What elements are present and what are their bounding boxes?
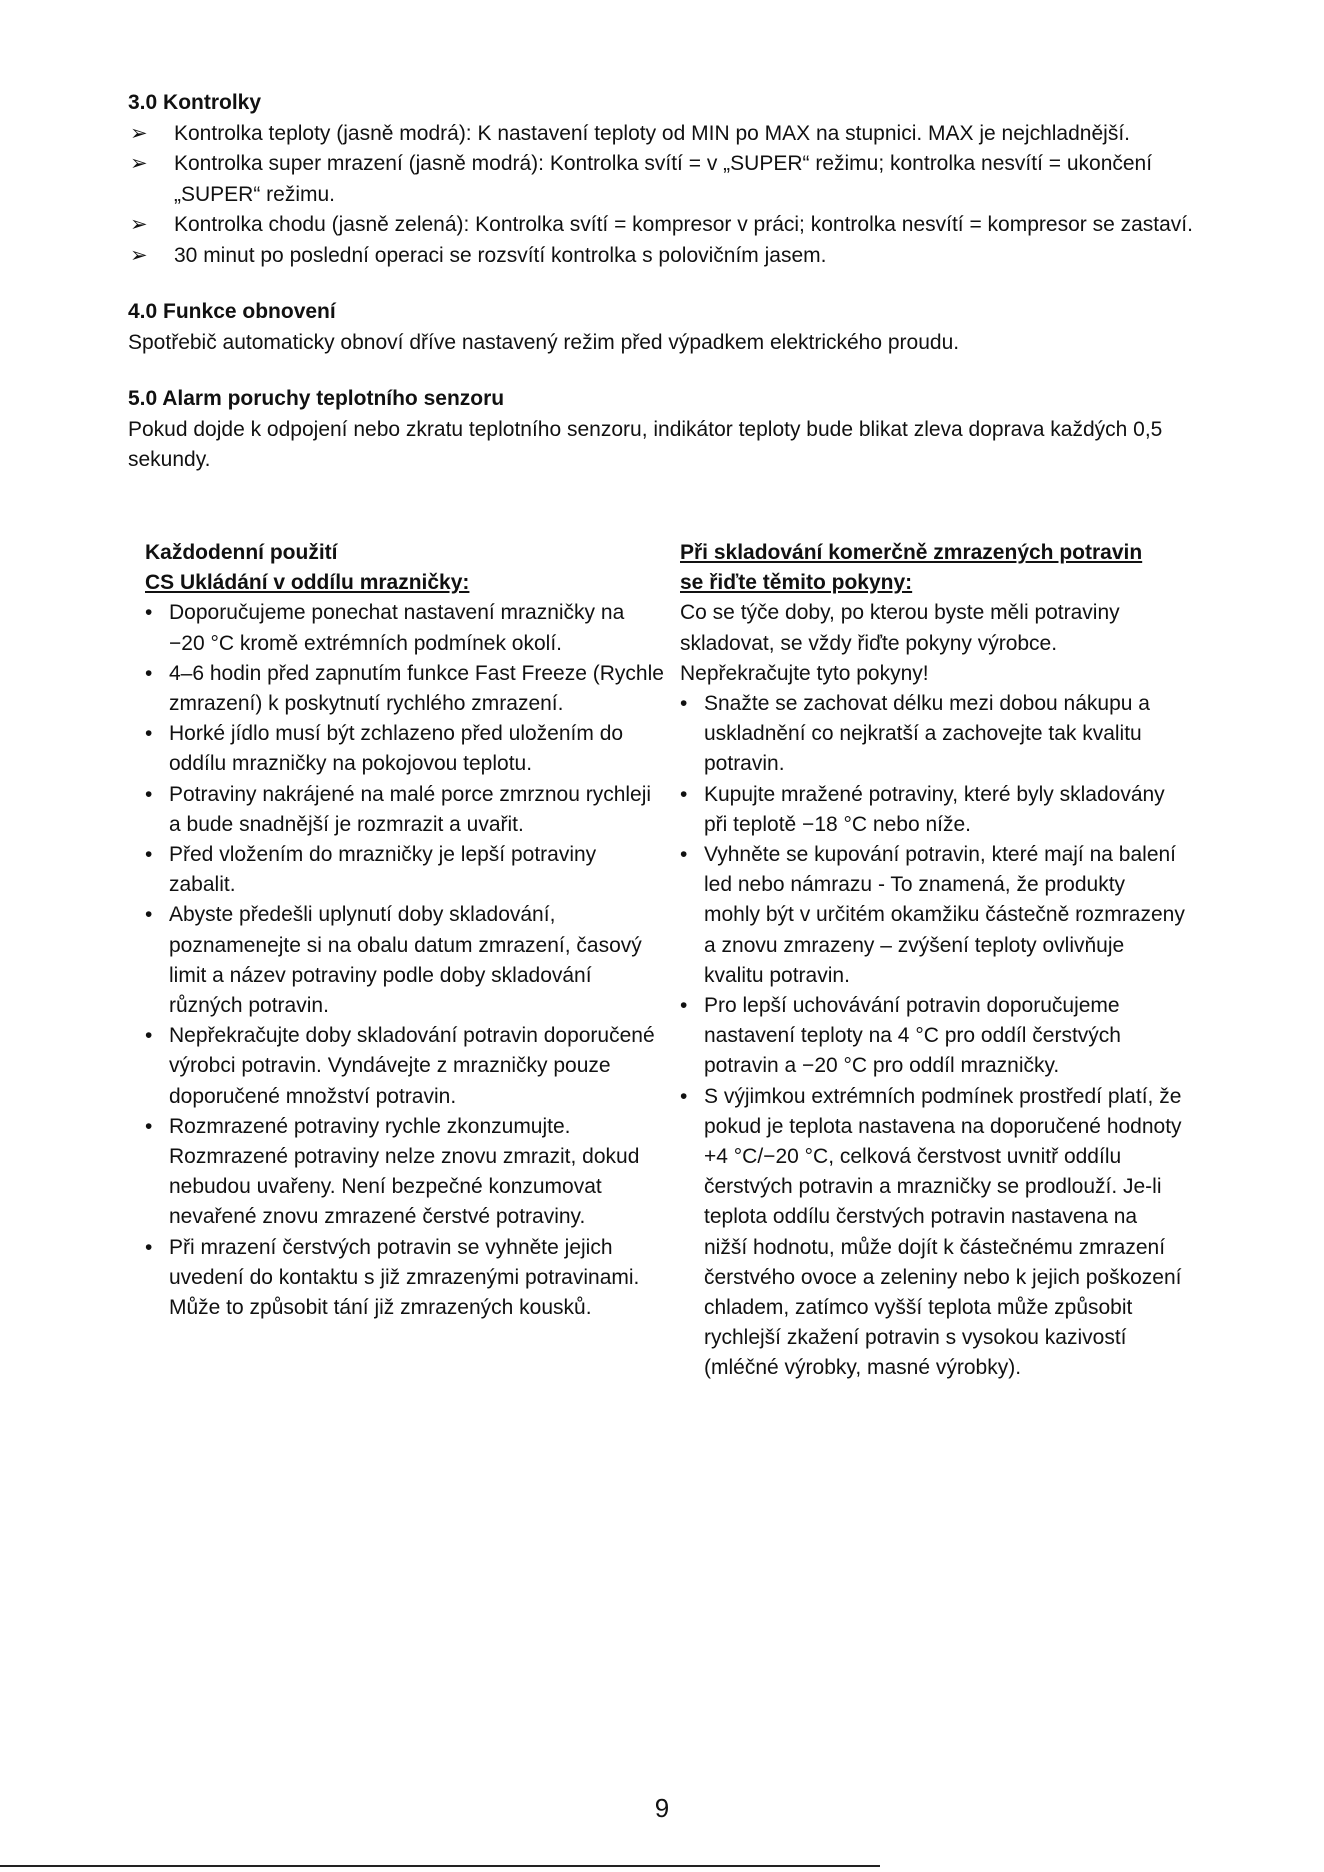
section-4-title: 4.0 Funkce obnovení [128, 300, 336, 323]
list-item-text: Snažte se zachovat délku mezi dobou nákupu a uskladnění co nejkratší a zachovejte tak kvalitu potravin. [704, 692, 1150, 776]
list-item-text: Doporučujeme ponechat nastavení mrazničky na −20 °C kromě extrémních podmínek okolí. [169, 601, 625, 655]
list-item [145, 780, 665, 840]
arrow-bullet-icon: ➢ [130, 152, 148, 175]
list-item-text: Kontrolka chodu (jasně zelená): Kontrolka svítí = kompresor v práci; kontrolka nesvítí = kompresor se zastaví. [174, 213, 1193, 236]
list-item [680, 840, 1185, 991]
list-item [145, 900, 665, 1021]
list-item-text: Abyste předešli uplynutí doby skladování, poznamenejte si na obalu datum zmrazení, časový limit a název potraviny podle doby skladování různých potravin. [169, 903, 642, 1018]
left-column [145, 538, 665, 1323]
left-column-list [145, 598, 665, 1323]
list-item-text: Kontrolka teploty (jasně modrá): K nastavení teploty od MIN po MAX na stupnici. MAX je nejchladnější. [174, 121, 1130, 145]
list-item [680, 689, 1185, 780]
top-sections [128, 88, 1198, 476]
list-item [680, 780, 1185, 840]
bullet-icon: • [145, 782, 153, 806]
page-number: 9 [654, 1793, 670, 1823]
arrow-bullet-icon: ➢ [130, 213, 148, 236]
bullet-icon: • [680, 843, 688, 867]
list-item-text: Kupujte mražené potraviny, které byly skladovány při teplotě −18 °C nebo níže. [704, 782, 1165, 836]
section-5-text: Pokud dojde k odpojení nebo zkratu teplotního senzoru, indikátor teploty bude blikat zleva doprava každých 0,5 sekundy. [128, 417, 1163, 471]
list-item-text: 30 minut po poslední operaci se rozsvítí kontrolka s polovičním jasem. [174, 243, 827, 267]
list-item [128, 119, 1198, 150]
list-item-text: Pro lepší uchovávání potravin doporučujeme nastavení teploty na 4 °C pro oddíl čerstvých potravin a −20 °C pro oddíl mrazničky. [704, 994, 1121, 1078]
right-column-list [680, 689, 1185, 1384]
list-item-text: Nepřekračujte doby skladování potravin doporučené výrobci potravin. Vyndávejte z mrazničky pouze doporučené množství potravin. [169, 1024, 655, 1108]
right-column-intro: Co se týče doby, po kterou byste měli potraviny skladovat, se vždy řiďte pokyny výrobce. Nepřekračujte tyto pokyny! [680, 601, 1120, 685]
footer-divider [0, 1865, 880, 1867]
bullet-icon: • [680, 994, 688, 1018]
bullet-icon: • [680, 782, 688, 806]
section-3-list [128, 119, 1198, 272]
arrow-bullet-icon: ➢ [130, 121, 148, 145]
list-item [128, 210, 1198, 241]
right-column-title: Při skladování komerčně zmrazených potravin [680, 541, 1143, 564]
list-item [680, 1082, 1185, 1384]
list-item [680, 991, 1185, 1082]
section-4-text: Spotřebič automaticky obnoví dříve nastavený režim před výpadkem elektrického proudu. [128, 330, 960, 354]
bullet-icon: • [145, 1235, 153, 1259]
list-item-text: Vyhněte se kupování potravin, které mají na balení led nebo námrazu - To znamená, že produkty mohly být v určitém okamžiku částečně rozmrazeny a znovu zmrazeny – zvýšení teploty ovlivňuje kvalitu potravin. [704, 843, 1185, 987]
bullet-icon: • [145, 1114, 153, 1138]
bullet-icon: • [145, 661, 153, 685]
bullet-icon: • [680, 1084, 688, 1108]
list-item-text: S výjimkou extrémních podmínek prostředí platí, že pokud je teplota nastavena na doporučené hodnoty +4 °C/−20 °C, celková čerstvost uvnitř oddílu čerstvých potravin a mrazničky se prodlouží. Je-li teplota oddílu čerstvých potravin nastavena na nižší hodnotu, může dojít k částečnému zmrazení čerstvého ovoce a zeleniny nebo k jejich poškození chladem, zatímco vyšší teplota může způsobit rychlejší zkažení potravin s vysokou kazivostí (mléčné výrobky, masné výrobky). [704, 1084, 1182, 1380]
bullet-icon: • [145, 903, 153, 927]
bullet-icon: • [145, 843, 153, 867]
list-item [145, 719, 665, 779]
list-item [145, 1233, 665, 1324]
list-item [145, 840, 665, 900]
list-item-text: Rozmrazené potraviny rychle zkonzumujte. Rozmrazené potraviny nelze znovu zmrazit, dokud nebudou uvařeny. Není bezpečné konzumovat nevařené znovu zmrazené čerstvé potraviny. [169, 1114, 640, 1229]
left-column-subtitle: CS Ukládání v oddílu mrazničky: [145, 571, 470, 595]
list-item-text: 4–6 hodin před zapnutím funkce Fast Freeze (Rychle zmrazení) k poskytnutí rychlého zmrazení. [169, 661, 664, 716]
list-item [145, 1112, 665, 1233]
right-column-title-line-2: se řiďte těmito pokyny: [680, 571, 913, 595]
bullet-icon: • [145, 1024, 153, 1048]
section-3-title: 3.0 Kontrolky [128, 91, 262, 114]
list-item [145, 659, 665, 719]
list-item-text: Před vložením do mrazničky je lepší potraviny zabalit. [169, 843, 597, 897]
left-column-title: Každodenní použití [145, 541, 338, 564]
bullet-icon: • [680, 692, 688, 716]
list-item-text: Potraviny nakrájené na malé porce zmrznou rychleji a bude snadnější je rozmrazit a uvařit. [169, 782, 652, 836]
bullet-icon: • [145, 601, 153, 625]
list-item-text: Horké jídlo musí být zchlazeno před uložením do oddílu mrazničky na pokojovou teplotu. [169, 722, 624, 776]
list-item [145, 1021, 665, 1112]
section-5-title: 5.0 Alarm poruchy teplotního senzoru [128, 387, 505, 410]
right-column [680, 538, 1185, 1384]
list-item [128, 149, 1198, 210]
list-item-text: Při mrazení čerstvých potravin se vyhněte jejich uvedení do kontaktu s již zmrazenými potravinami. Může to způsobit tání již zmrazených kousků. [169, 1235, 640, 1320]
list-item [145, 598, 665, 658]
list-item-text: Kontrolka super mrazení (jasně modrá): Kontrolka svítí = v „SUPER“ režimu; kontrolka nesvítí = ukončení „SUPER“ režimu. [174, 152, 1153, 206]
list-item [128, 241, 1198, 272]
arrow-bullet-icon: ➢ [130, 243, 148, 267]
bullet-icon: • [145, 722, 153, 746]
